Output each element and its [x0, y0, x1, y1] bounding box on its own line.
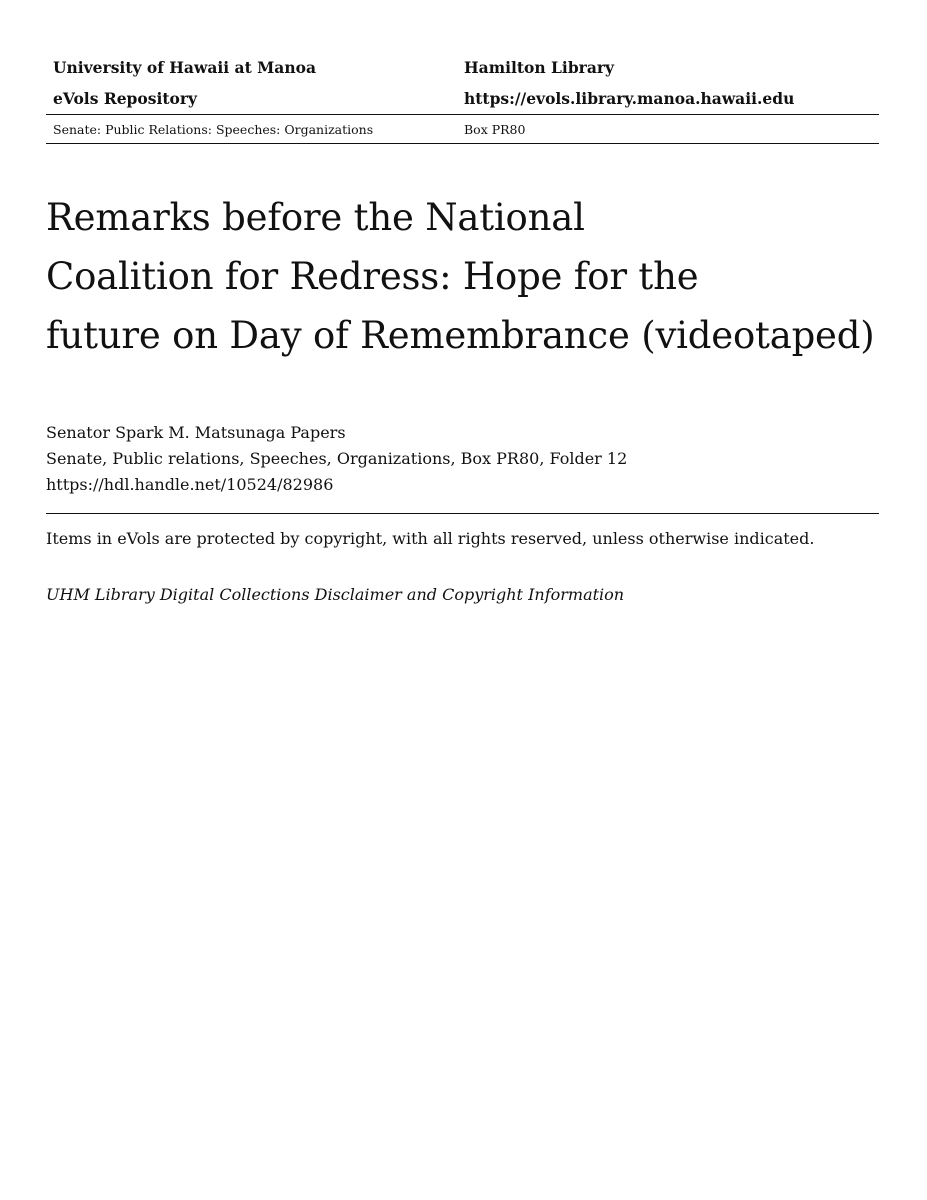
disclaimer-link[interactable]: UHM Library Digital Collections Disclaimer and Copyright Information [46, 585, 625, 604]
rights-statement: Items in eVols are protected by copyright, with all rights reserved, unless otherwise indicated. [46, 529, 815, 548]
header-row-1 [46, 52, 879, 83]
header [46, 52, 879, 144]
folder-location: Senate, Public relations, Speeches, Organizations, Box PR80, Folder 12 [46, 449, 628, 468]
document-title [46, 188, 906, 365]
library-name: Hamilton Library [464, 58, 615, 77]
metadata-divider [46, 513, 879, 514]
title-line: Coalition for Redress: Hope for the [46, 255, 699, 298]
header-divider-bottom [46, 143, 879, 144]
document-metadata [46, 420, 627, 498]
header-row-3 [46, 115, 879, 143]
repository-url[interactable]: https://evols.library.manoa.hawaii.edu [464, 89, 795, 108]
institution-name: University of Hawaii at Manoa [53, 58, 316, 77]
collection-name: Senator Spark M. Matsunaga Papers [46, 423, 346, 442]
handle-link[interactable]: https://hdl.handle.net/10524/82986 [46, 475, 334, 494]
header-row-2 [46, 83, 879, 114]
series-path: Senate: Public Relations: Speeches: Organizations [53, 121, 374, 137]
title-line: future on Day of Remembrance (videotaped) [46, 314, 875, 357]
title-line: Remarks before the National [46, 196, 585, 239]
box-label: Box PR80 [464, 121, 526, 137]
repository-name: eVols Repository [53, 89, 198, 108]
